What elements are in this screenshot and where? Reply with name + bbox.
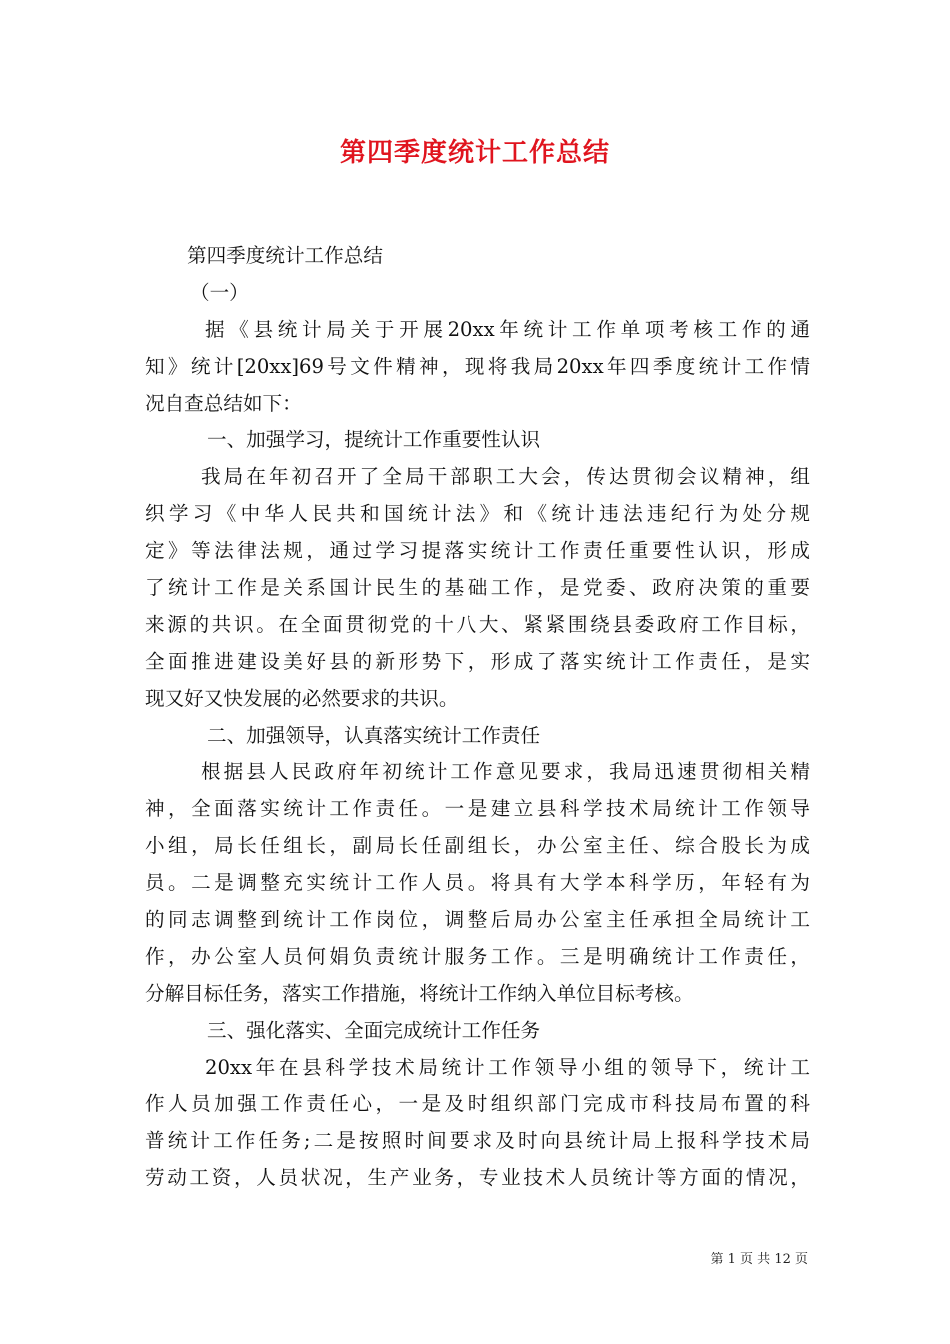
intro-line: 况自查总结如下： xyxy=(145,391,302,415)
document-title: 第四季度统计工作总结 xyxy=(339,138,610,168)
paragraph-line: 了统计工作是关系国计民生的基础工作，是党委、政府决策的重要 xyxy=(145,576,810,600)
paragraph-line: 定》等法律法规，通过学习提落实统计工作责任重要性认识，形成 xyxy=(145,539,810,563)
section-heading-2: 二、加强领导，认真落实统计工作责任 xyxy=(207,723,541,747)
paragraph-line: 我局在年初召开了全局干部职工大会，传达贯彻会议精神，组 xyxy=(201,465,810,489)
paragraph-line: 根据县人民政府年初统计工作意见要求，我局迅速贯彻相关精 xyxy=(201,760,810,784)
paragraph-line: 普统计工作任务;二是按照时间要求及时向县统计局上报科学技术局 xyxy=(145,1129,810,1153)
paragraph-line: 全面推进建设美好县的新形势下，形成了落实统计工作责任，是实 xyxy=(145,649,810,673)
body-subtitle: 第四季度统计工作总结 xyxy=(187,244,383,267)
intro-line: 知》统计[20xx]69号文件精神，现将我局20xx年四季度统计工作情 xyxy=(145,354,810,378)
paragraph-line: 作人员加强工作责任心，一是及时组织部门完成市科技局布置的科 xyxy=(145,1092,810,1116)
intro-line: 据《县统计局关于开展20xx年统计工作单项考核工作的通 xyxy=(205,317,810,341)
paragraph-line: 20xx年在县科学技术局统计工作领导小组的领导下，统计工 xyxy=(205,1055,810,1079)
document-body xyxy=(145,238,810,1197)
section-marker: （一） xyxy=(190,280,249,304)
paragraph-line: 分解目标任务，落实工作措施，将统计工作纳入单位目标考核。 xyxy=(145,981,694,1005)
section-heading-1: 一、加强学习，提统计工作重要性认识 xyxy=(207,428,541,452)
paragraph-line: 小组，局长任组长，副局长任副组长，办公室主任、综合股长为成 xyxy=(145,834,810,858)
paragraph-line: 员。二是调整充实统计工作人员。将具有大学本科学历，年轻有为 xyxy=(145,871,810,895)
paragraph-line: 的同志调整到统计工作岗位，调整后局办公室主任承担全局统计工 xyxy=(145,908,810,932)
page-number: 第 1 页 共 12 页 xyxy=(710,1252,808,1267)
paragraph-line: 织学习《中华人民共和国统计法》和《统计违法违纪行为处分规 xyxy=(145,502,810,526)
paragraph-line: 作，办公室人员何娟负责统计服务工作。三是明确统计工作责任， xyxy=(145,944,810,968)
paragraph-line: 来源的共识。在全面贯彻党的十八大、紧紧围绕县委政府工作目标， xyxy=(145,612,810,636)
paragraph-line: 神，全面落实统计工作责任。一是建立县科学技术局统计工作领导 xyxy=(145,797,810,821)
section-heading-3: 三、强化落实、全面完成统计工作任务 xyxy=(207,1018,541,1042)
paragraph-line: 劳动工资，人员状况，生产业务，专业技术人员统计等方面的情况， xyxy=(145,1166,810,1190)
paragraph-line: 现又好又快发展的必然要求的共识。 xyxy=(145,686,459,710)
